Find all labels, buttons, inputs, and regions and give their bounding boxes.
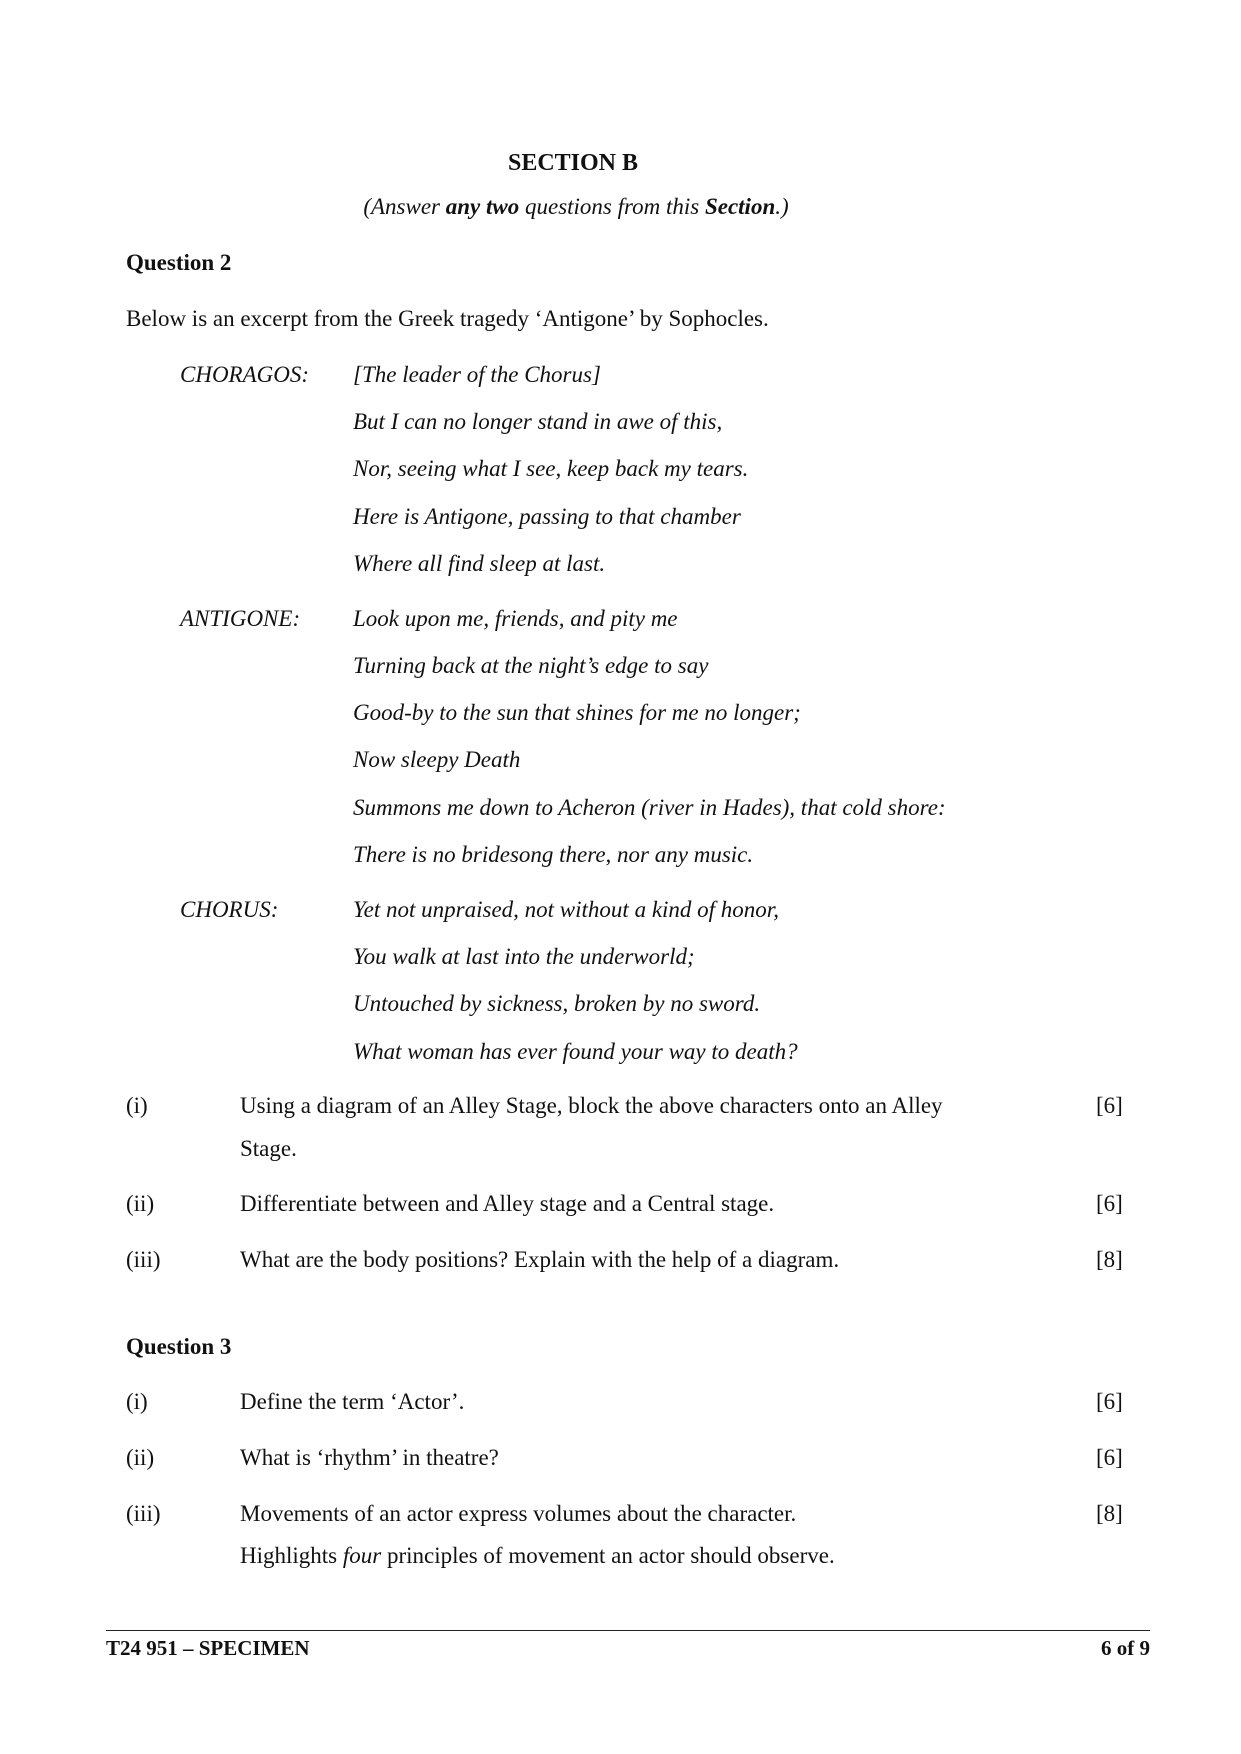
excerpt-line: Yet not unpraised, not without a kind of honor, [353,897,779,922]
q3-part-number: (i) [126,1389,148,1414]
excerpt-line: Where all find sleep at last. [353,551,606,576]
instruction-bold: any two [445,194,520,219]
q2-part-text: What are the body positions? Explain with the help of a diagram. [240,1247,840,1272]
excerpt-line: Turning back at the night’s edge to say [353,653,709,678]
section-instruction [0,194,1152,220]
speaker-chorus: CHORUS: [180,897,279,922]
q2-part-marks: [8] [1096,1247,1123,1272]
q3-part-marks: [8] [1096,1501,1123,1526]
q2-part-number: (i) [126,1093,148,1118]
q3-part-text: Movements of an actor express volumes about the character. [240,1501,797,1526]
q2-part-text-continued: Stage. [240,1136,297,1161]
q2-part-text: Using a diagram of an Alley Stage, block the above characters onto an Alley [240,1093,943,1118]
excerpt-line: But I can no longer stand in awe of this, [353,409,723,434]
question-2-intro: Below is an excerpt from the Greek tragedy ‘Antigone’ by Sophocles. [126,306,769,331]
excerpt-line: Look upon me, friends, and pity me [353,606,678,631]
instruction-mid: questions from this [519,194,705,219]
q3-part-text-continued [240,1543,835,1569]
excerpt-line: Good-by to the sun that shines for me no longer; [353,700,801,725]
question-2-heading: Question 2 [126,250,232,275]
instruction-pre: (Answer [363,194,446,219]
instruction-post: .) [775,194,789,219]
speaker-choragos: CHORAGOS: [180,362,310,387]
question-3-heading: Question 3 [126,1334,232,1359]
excerpt-line: Untouched by sickness, broken by no sword. [353,991,761,1016]
q3-part-marks: [6] [1096,1445,1123,1470]
q2-part-number: (ii) [126,1191,155,1216]
excerpt-line: [The leader of the Chorus] [353,362,601,387]
q2-part-marks: [6] [1096,1093,1123,1118]
footer-divider [106,1630,1150,1631]
q3-part-text2-italic: four [342,1543,382,1568]
excerpt-line: Here is Antigone, passing to that chamber [353,504,741,529]
speaker-antigone: ANTIGONE: [180,606,301,631]
section-title: SECTION B [507,150,639,176]
excerpt-line: You walk at last into the underworld; [353,944,695,969]
q2-part-text: Differentiate between and Alley stage and a Central stage. [240,1191,775,1216]
excerpt-line: Summons me down to Acheron (river in Hades), that cold shore: [353,795,946,820]
excerpt-line: What woman has ever found your way to death? [353,1039,798,1064]
footer-page-number: 6 of 9 [1101,1636,1150,1660]
excerpt-line: Now sleepy Death [353,747,521,772]
excerpt-line: There is no bridesong there, nor any music. [353,842,754,867]
q3-part-text: Define the term ‘Actor’. [240,1389,465,1414]
q3-part-text: What is ‘rhythm’ in theatre? [240,1445,499,1470]
q2-part-marks: [6] [1096,1191,1123,1216]
q2-part-number: (iii) [126,1247,161,1272]
footer-paper-code: T24 951 – SPECIMEN [106,1636,310,1660]
q3-part-number: (ii) [126,1445,155,1470]
excerpt-line: Nor, seeing what I see, keep back my tears. [353,456,749,481]
q3-part-marks: [6] [1096,1389,1123,1414]
instruction-bold-section: Section [704,194,776,219]
q3-part-text2-post: principles of movement an actor should observe. [381,1543,835,1568]
q3-part-number: (iii) [126,1501,161,1526]
q3-part-text2-pre: Highlights [240,1543,343,1568]
